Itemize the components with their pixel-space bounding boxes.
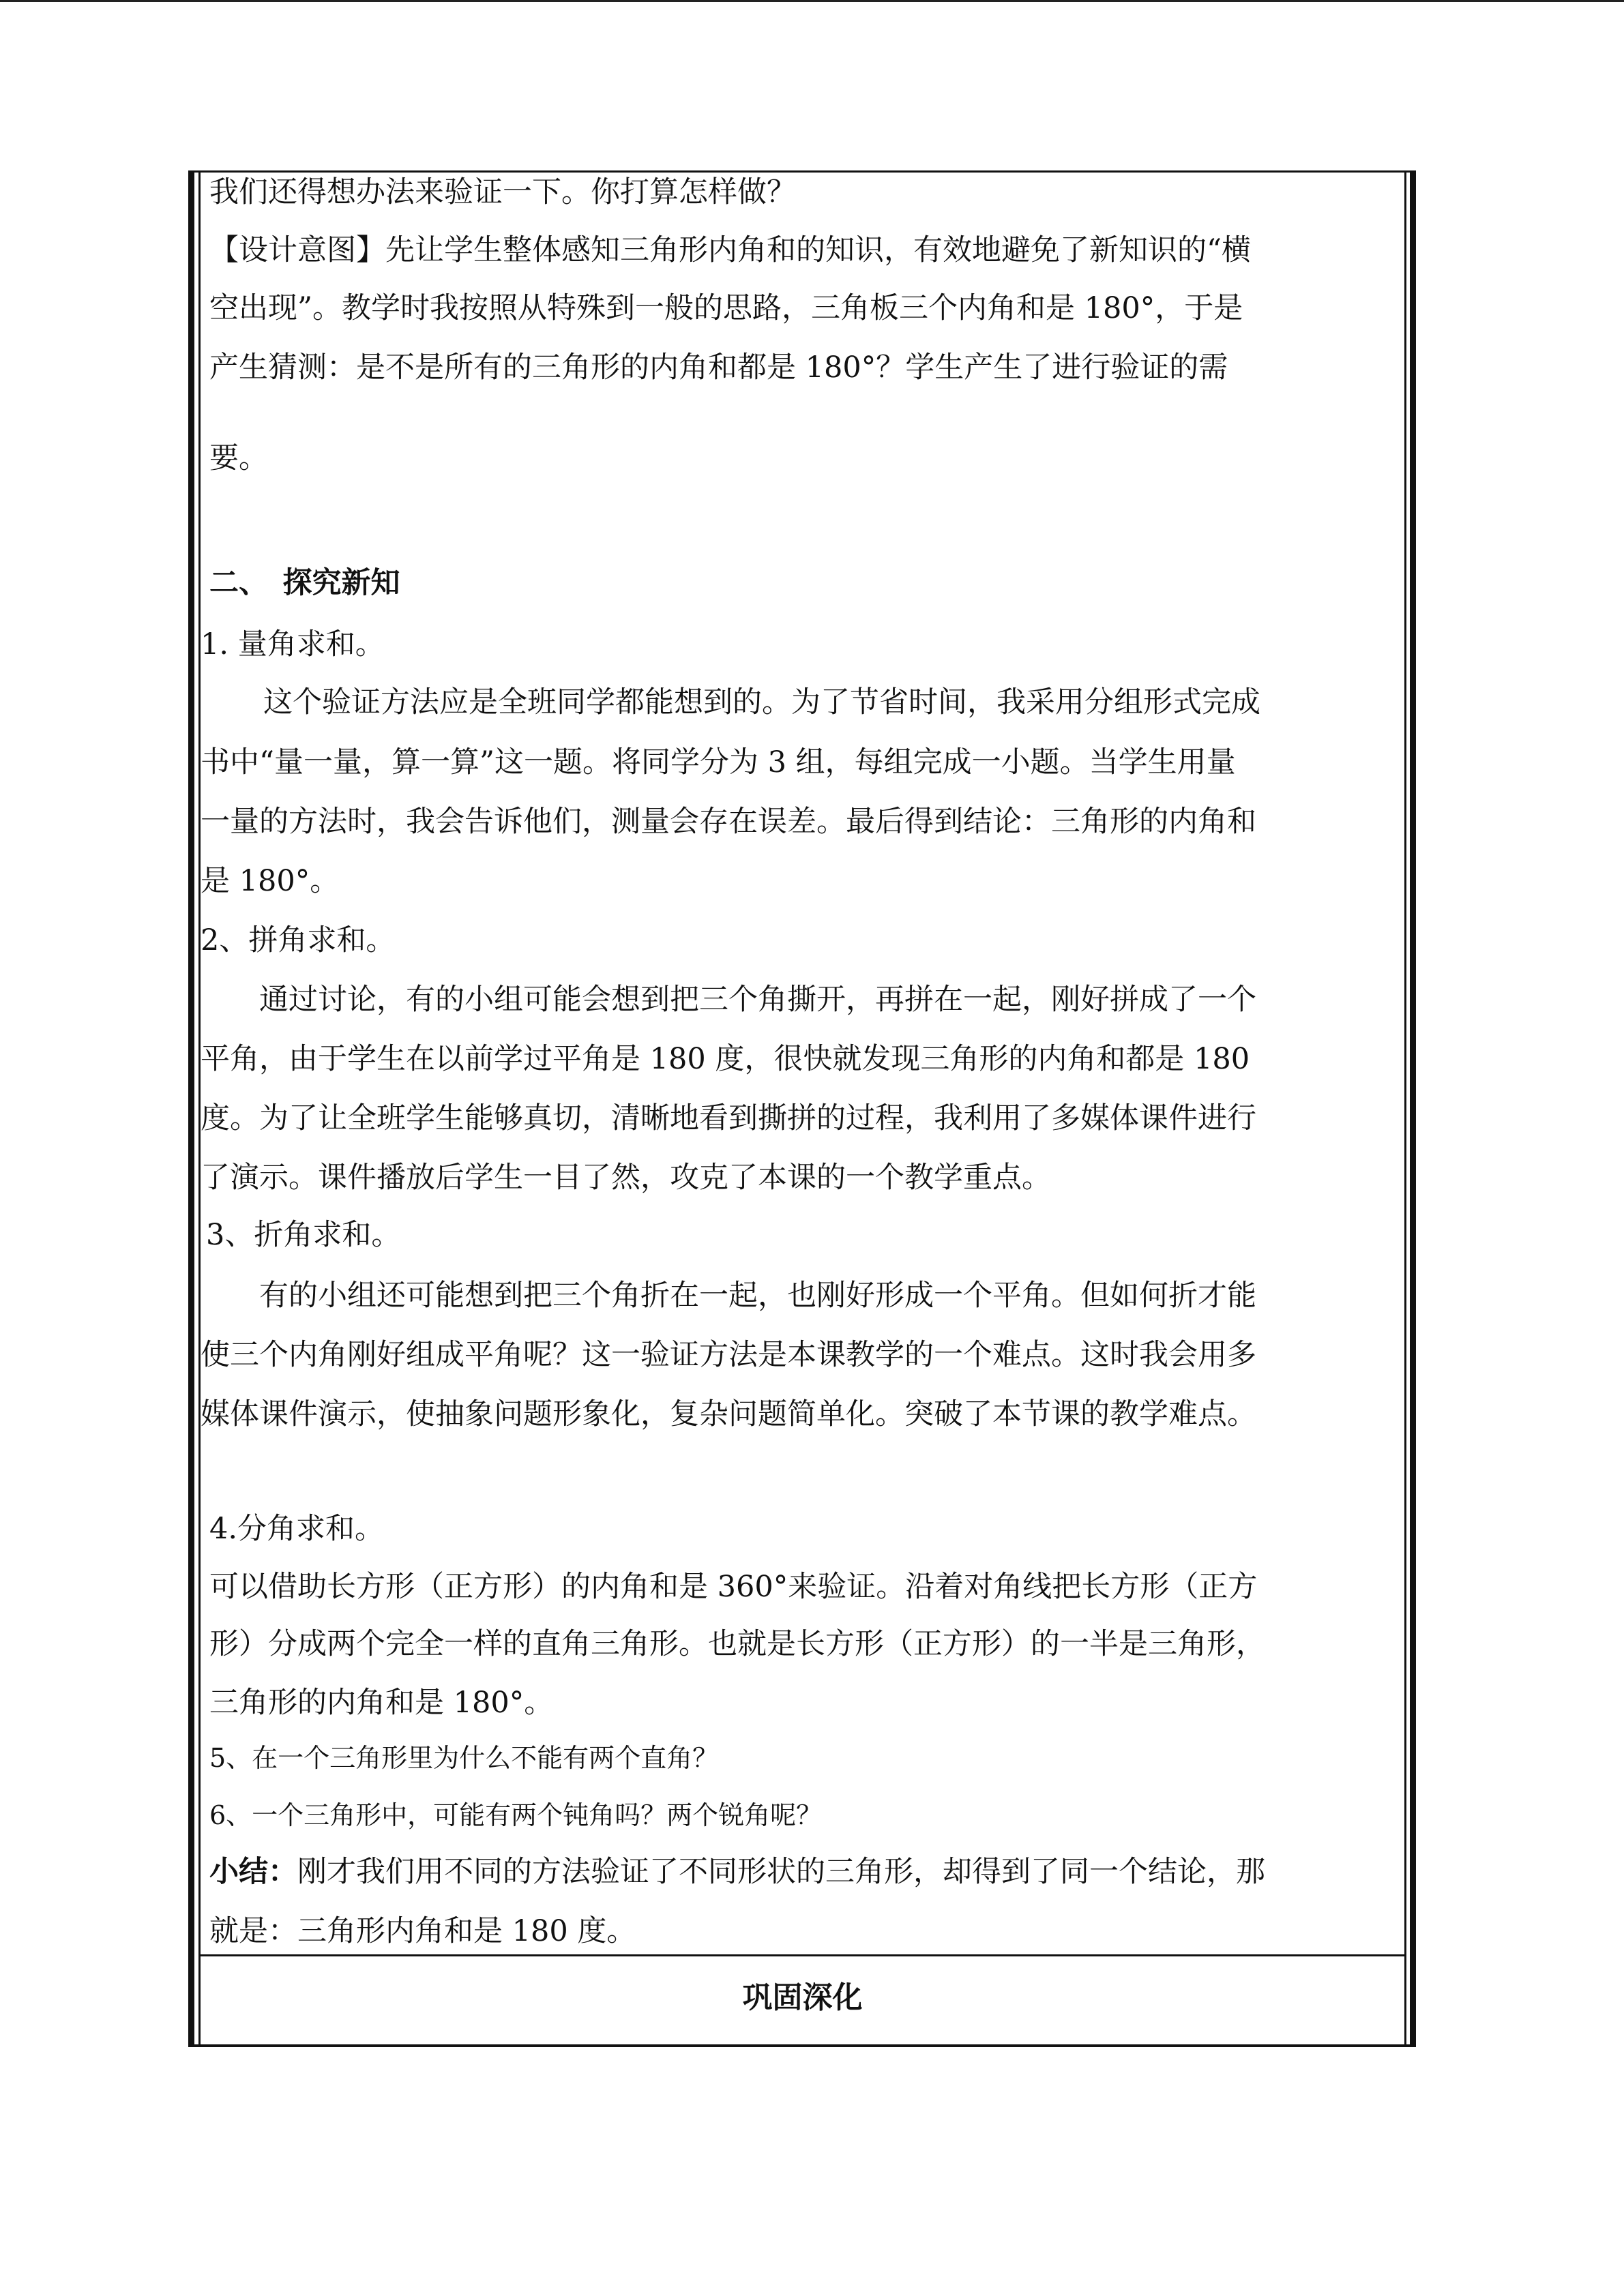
subsection-title: 4.分角求和。: [209, 1512, 385, 1546]
design-intent-line: 【设计意图】先让学生整体感知三角形内角和的知识，有效地避免了新知识的“横: [209, 233, 1251, 267]
question-line: 6、一个三角形中，可能有两个钝角吗？两个锐角呢？: [209, 1800, 823, 1830]
summary-line: [209, 1851, 1265, 1892]
text-line: 要。: [209, 441, 268, 475]
page-top-rule: [0, 0, 1624, 2]
text-line: 媒体课件演示，使抽象问题形象化，复杂问题简单化。突破了本节课的教学难点。: [201, 1397, 1256, 1431]
text-line: 书中“量一量，算一算”这一题。将同学分为 3 组，每组完成一小题。当学生用量: [201, 745, 1236, 779]
summary-label: 小结：: [209, 1855, 297, 1889]
text-line: 通过讨论，有的小组可能会想到把三个角撕开，再拼在一起，刚好拼成了一个: [259, 983, 1256, 1017]
section-heading: 二、 探究新知: [209, 566, 400, 600]
text-line: 使三个内角刚好组成平角呢？这一验证方法是本课教学的一个难点。这时我会用多: [201, 1338, 1256, 1372]
text-line: 就是：三角形内角和是 180 度。: [209, 1914, 636, 1948]
table-inner-right-border: [1404, 170, 1406, 2047]
text-line: 度。为了让全班学生能够真切，清晰地看到撕拼的过程，我利用了多媒体课件进行: [201, 1101, 1256, 1135]
table-row-divider: [198, 1954, 1406, 1956]
text-line: 有的小组还可能想到把三个角折在一起，也刚好形成一个平角。但如何折才能: [259, 1279, 1256, 1313]
text-line: 平角，由于学生在以前学过平角是 180 度，很快就发现三角形的内角和都是 180: [201, 1042, 1250, 1076]
text-line: 可以借助长方形（正方形）的内角和是 360°来验证。沿着对角线把长方形（正方: [209, 1570, 1258, 1604]
text-line: 空出现”。教学时我按照从特殊到一般的思路，三角板三个内角和是 180°，于是: [209, 291, 1243, 325]
text-line: 产生猜测：是不是所有的三角形的内角和都是 180°？学生产生了进行验证的需: [209, 351, 1228, 385]
text-line: 我们还得想办法来验证一下。你打算怎样做？: [209, 175, 796, 209]
subsection-title: 2、拼角求和。: [201, 923, 396, 957]
text-line: 三角形的内角和是 180°。: [209, 1686, 554, 1720]
text-line: 了演示。课件播放后学生一目了然，攻克了本课的一个教学重点。: [201, 1161, 1051, 1195]
summary-text: 刚才我们用不同的方法验证了不同形状的三角形，却得到了同一个结论，那: [297, 1855, 1265, 1889]
text-line: 这个验证方法应是全班同学都能想到的。为了节省时间，我采用分组形式完成: [263, 685, 1260, 719]
question-line: 5、在一个三角形里为什么不能有两个直角？: [209, 1743, 719, 1773]
text-line: 形）分成两个完全一样的直角三角形。也就是长方形（正方形）的一半是三角形，: [209, 1627, 1265, 1661]
subsection-title: 3、折角求和。: [206, 1218, 401, 1252]
text-line: 是 180°。: [201, 864, 340, 898]
text-line: 一量的方法时，我会告诉他们，测量会存在误差。最后得到结论：三角形的内角和: [201, 805, 1256, 839]
next-section-title: 巩固深化: [742, 1980, 863, 2015]
subsection-title: 1. 量角求和。: [201, 627, 385, 661]
